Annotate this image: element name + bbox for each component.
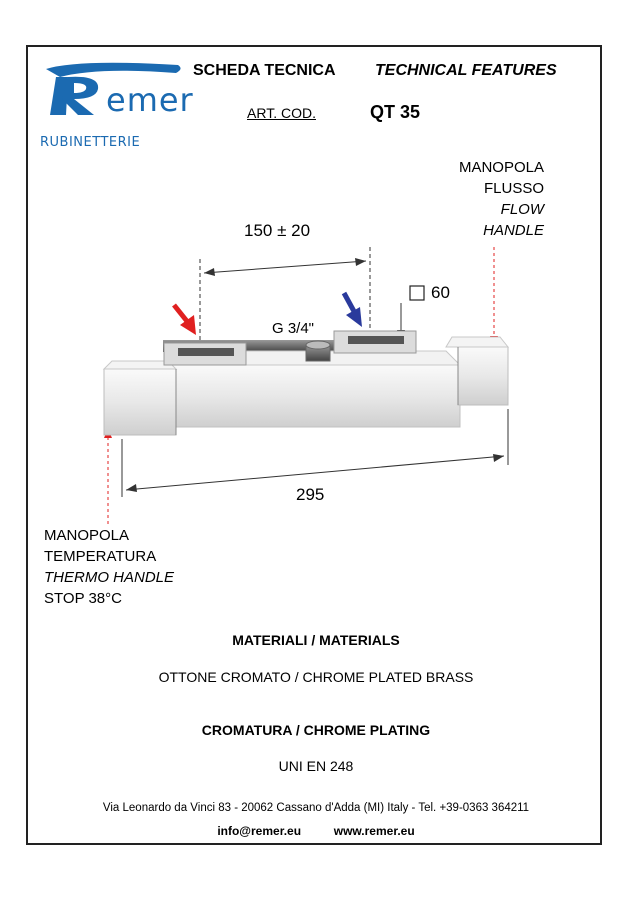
thermo-handle-label (44, 525, 174, 609)
dim-total-text: 295 (296, 485, 325, 504)
flow-label-it-2: FLUSSO (483, 180, 544, 197)
art-code-value: QT 35 (370, 102, 421, 122)
logo-subtitle: RUBINETTERIE (40, 135, 141, 150)
temp-label-en: THERMO HANDLE (44, 569, 175, 586)
square-symbol (410, 286, 424, 300)
temp-label-stop: STOP 38°C (44, 590, 122, 607)
mixer-body (104, 331, 508, 435)
dim-top-line (204, 261, 366, 273)
connection-text: G 3/4" (272, 320, 315, 337)
flow-label-it-1: MANOPOLA (458, 159, 544, 176)
dim-top-arrow-left (204, 268, 215, 276)
footer-address: Via Leonardo da Vinci 83 - 20062 Cassano d'Adda (MI) Italy - Tel. +39-0363 364211 (102, 802, 530, 814)
dim-handles-text: 150 ± 20 (244, 221, 311, 240)
flow-label-en-2: HANDLE (483, 222, 544, 239)
title-italian: SCHEDA TECNICA (193, 62, 336, 79)
title-english: TECHNICAL FEATURES (375, 62, 557, 79)
flow-label-en-1: FLOW (500, 201, 544, 218)
footer-website[interactable]: www.remer.eu (333, 824, 415, 838)
technical-sheet (26, 45, 602, 845)
square-size-text: 60 (431, 283, 450, 302)
footer-email[interactable]: info@remer.eu (217, 824, 302, 838)
footer-contacts (28, 824, 604, 838)
plating-value: UNI EN 248 (278, 758, 354, 774)
materials-title: MATERIALI / MATERIALS (232, 632, 400, 648)
temp-label-it-1: MANOPOLA (44, 527, 130, 544)
flow-handle-label (459, 157, 544, 241)
logo-name: emer (106, 81, 194, 119)
dim-bottom-arrow-right (493, 454, 504, 462)
art-code-label: ART. COD. (247, 105, 316, 121)
temp-label-it-2: TEMPERATURA (44, 548, 157, 565)
materials-value: OTTONE CROMATO / CHROME PLATED BRASS (158, 669, 474, 685)
product-drawing (28, 47, 604, 607)
plating-title: CROMATURA / CHROME PLATING (201, 722, 431, 738)
dim-top-arrow-right (355, 258, 366, 266)
dim-bottom-arrow-left (126, 484, 137, 492)
